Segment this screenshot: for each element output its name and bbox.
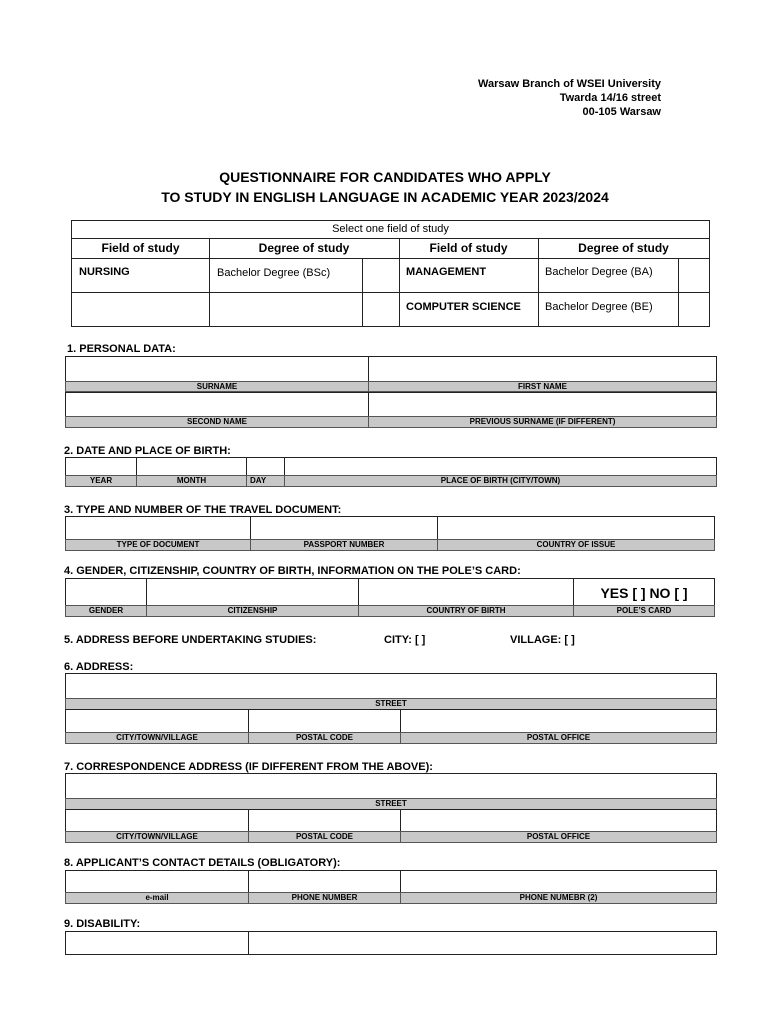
birth-day-label: DAY <box>246 475 285 487</box>
disability-field[interactable] <box>65 931 249 955</box>
page-title-line-2: TO STUDY IN ENGLISH LANGUAGE IN ACADEMIC YEAR 2023/2024 <box>161 189 609 205</box>
city-option[interactable]: CITY: [ ] <box>384 634 426 646</box>
birth-month-field[interactable] <box>136 457 247 476</box>
previous-surname-field[interactable] <box>368 392 717 417</box>
phone-number-2-field[interactable] <box>400 870 717 893</box>
field-management: MANAGEMENT <box>406 266 487 278</box>
birth-year-field[interactable] <box>65 457 137 476</box>
surname-label: SURNAME <box>65 381 369 392</box>
phone-number-field[interactable] <box>248 870 401 893</box>
second-name-field[interactable] <box>65 392 369 417</box>
first-name-label: FIRST NAME <box>368 381 717 392</box>
university-address <box>478 77 661 119</box>
col-degree-of-study-left: Degree of study <box>258 241 350 255</box>
address-line-3: 00-105 Warsaw <box>582 106 661 118</box>
place-of-birth-field[interactable] <box>284 457 717 476</box>
section-5-title: 5. ADDRESS BEFORE UNDERTAKING STUDIES: <box>64 634 317 646</box>
corr-street-field[interactable] <box>65 773 717 799</box>
email-field[interactable] <box>65 870 249 893</box>
document-type-label: TYPE OF DOCUMENT <box>65 539 251 551</box>
birth-month-label: MONTH <box>136 475 247 487</box>
place-of-birth-label: PLACE OF BIRTH (CITY/TOWN) <box>284 475 717 487</box>
col-field-of-study-left: Field of study <box>101 241 180 255</box>
nursing-checkbox[interactable] <box>363 259 398 292</box>
village-option[interactable]: VILLAGE: [ ] <box>510 634 575 646</box>
surname-field[interactable] <box>65 356 369 382</box>
degree-nursing: Bachelor Degree (BSc) <box>217 267 331 279</box>
postal-code-label: POSTAL CODE <box>248 732 401 744</box>
citizenship-label: CITIZENSHIP <box>146 605 359 617</box>
section-9-title: 9. DISABILITY: <box>64 918 141 930</box>
page-title-line-1: QUESTIONNAIRE FOR CANDIDATES WHO APPLY <box>219 169 551 185</box>
gender-label: GENDER <box>65 605 147 617</box>
country-of-birth-field[interactable] <box>358 578 574 606</box>
city-town-village-field[interactable] <box>65 709 249 733</box>
street-field[interactable] <box>65 673 717 699</box>
previous-surname-label: PREVIOUS SURNAME (IF DIFFERENT) <box>368 416 717 428</box>
field-of-study-table <box>71 220 710 327</box>
street-label: STREET <box>65 698 717 710</box>
section-3-title: 3. TYPE AND NUMBER OF THE TRAVEL DOCUMENT: <box>64 504 342 516</box>
computer-science-checkbox[interactable] <box>679 293 709 326</box>
country-of-issue-field[interactable] <box>437 516 715 540</box>
second-name-label: SECOND NAME <box>65 416 369 428</box>
postal-office-field[interactable] <box>400 709 717 733</box>
address-line-2: Twarda 14/16 street <box>559 92 661 104</box>
passport-number-field[interactable] <box>250 516 438 540</box>
degree-computer-science: Bachelor Degree (BE) <box>545 301 653 313</box>
poles-card-yes-no[interactable]: YES [ ] NO [ ] <box>573 578 715 606</box>
country-of-issue-label: COUNTRY OF ISSUE <box>437 539 715 551</box>
city-town-village-label: CITY/TOWN/VILLAGE <box>65 732 249 744</box>
email-label: e-mail <box>65 892 249 904</box>
corr-postal-code-label: POSTAL CODE <box>248 831 401 843</box>
col-field-of-study-right: Field of study <box>429 241 508 255</box>
corr-postal-office-field[interactable] <box>400 809 717 832</box>
birth-day-field[interactable] <box>246 457 285 476</box>
first-name-field[interactable] <box>368 356 717 382</box>
phone-number-label: PHONE NUMBER <box>248 892 401 904</box>
phone-number-2-label: PHONE NUMEBR (2) <box>400 892 717 904</box>
section-2-title: 2. DATE AND PLACE OF BIRTH: <box>64 445 231 457</box>
postal-office-label: POSTAL OFFICE <box>400 732 717 744</box>
poles-card-label: POLE’S CARD <box>573 605 715 617</box>
section-1-title: 1. PERSONAL DATA: <box>67 343 176 355</box>
corr-city-town-village-label: CITY/TOWN/VILLAGE <box>65 831 249 843</box>
section-6-title: 6. ADDRESS: <box>64 661 134 673</box>
gender-field[interactable] <box>65 578 147 606</box>
corr-street-label: STREET <box>65 798 717 810</box>
document-type-field[interactable] <box>65 516 251 540</box>
birth-year-label: YEAR <box>65 475 137 487</box>
passport-number-label: PASSPORT NUMBER <box>250 539 438 551</box>
disability-details-field[interactable] <box>248 931 717 955</box>
citizenship-field[interactable] <box>146 578 359 606</box>
field-computer-science: COMPUTER SCIENCE <box>406 301 521 313</box>
country-of-birth-label: COUNTRY OF BIRTH <box>358 605 574 617</box>
postal-code-field[interactable] <box>248 709 401 733</box>
col-degree-of-study-right: Degree of study <box>578 241 669 255</box>
section-8-title: 8. APPLICANT’S CONTACT DETAILS (OBLIGATORY): <box>64 857 341 869</box>
address-line-1: Warsaw Branch of WSEI University <box>478 78 661 90</box>
section-7-title: 7. CORRESPONDENCE ADDRESS (IF DIFFERENT FROM THE ABOVE): <box>64 761 433 773</box>
corr-city-town-village-field[interactable] <box>65 809 249 832</box>
management-checkbox[interactable] <box>679 259 709 292</box>
section-4-title: 4. GENDER, CITIZENSHIP, COUNTRY OF BIRTH, INFORMATION ON THE POLE’S CARD: <box>64 565 521 577</box>
field-table-caption: Select one field of study <box>332 223 449 235</box>
degree-management: Bachelor Degree (BA) <box>545 266 653 278</box>
corr-postal-office-label: POSTAL OFFICE <box>400 831 717 843</box>
field-nursing: NURSING <box>79 266 130 278</box>
corr-postal-code-field[interactable] <box>248 809 401 832</box>
